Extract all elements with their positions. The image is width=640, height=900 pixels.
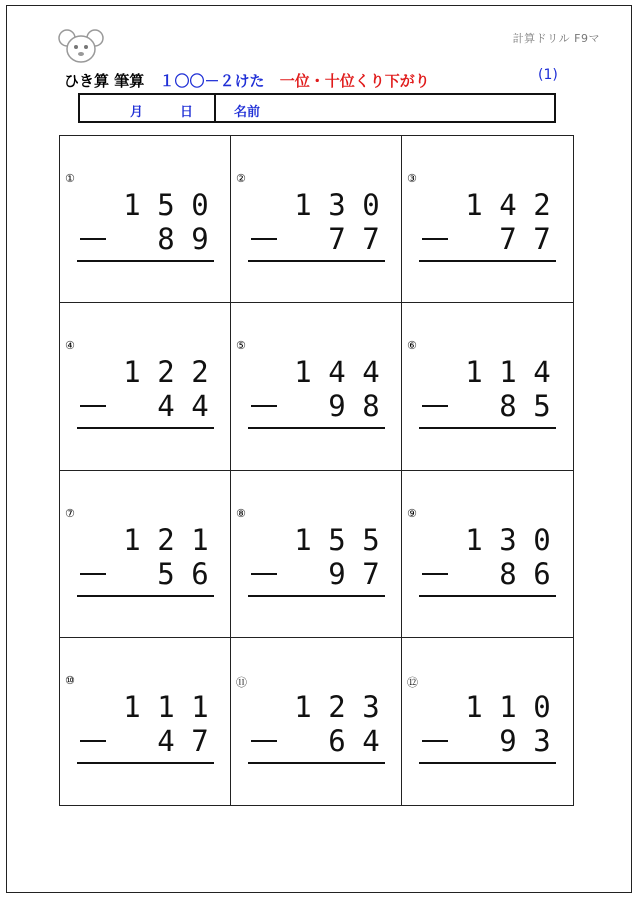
title-problem-type: １〇〇－２けた xyxy=(159,72,265,90)
problem-grid xyxy=(59,135,574,806)
problem-cell xyxy=(402,303,573,470)
minuend-digit: 2 xyxy=(191,355,209,390)
minuend-digit: 1 xyxy=(465,188,483,222)
subtrahend-digit: 4 xyxy=(362,723,380,758)
answer-line xyxy=(77,427,214,429)
minuend-digit: 2 xyxy=(533,188,551,222)
problem-number: ④ xyxy=(65,339,75,353)
minuend-digit: 1 xyxy=(191,689,209,724)
minuend-digit: 1 xyxy=(123,188,141,222)
problem-cell xyxy=(402,638,573,805)
subtrahend-digit: 8 xyxy=(362,389,380,424)
problem-number: ⑤ xyxy=(236,339,246,353)
problem-cell xyxy=(231,303,402,470)
minus-sign xyxy=(80,740,106,742)
day-label: 日 xyxy=(180,105,194,120)
minuend-digit: 0 xyxy=(191,188,209,222)
problem-cell xyxy=(231,136,402,303)
minuend-digit: 1 xyxy=(123,355,141,390)
problem-cell xyxy=(60,638,231,805)
problem-number: ⑦ xyxy=(65,506,75,520)
answer-line xyxy=(419,595,556,597)
worksheet-title xyxy=(64,70,584,92)
subtrahend-digit: 3 xyxy=(533,723,551,758)
minus-sign xyxy=(422,573,448,575)
subtrahend-digit: 4 xyxy=(157,723,175,758)
subtrahend-digit: 7 xyxy=(191,723,209,758)
subtrahend-digit: 7 xyxy=(362,556,380,591)
answer-line xyxy=(248,427,385,429)
minuend-digit: 0 xyxy=(533,689,551,724)
minus-sign xyxy=(80,573,106,575)
minus-sign xyxy=(80,238,106,240)
minuend-digit: 3 xyxy=(362,689,380,724)
minuend-digit: 1 xyxy=(157,689,175,724)
minuend-digit: 5 xyxy=(328,522,346,557)
subtrahend-digit: 7 xyxy=(328,222,346,256)
minuend-digit: 1 xyxy=(465,522,483,557)
problem-number: ③ xyxy=(407,172,417,185)
subtrahend-digit: 4 xyxy=(157,389,175,424)
minus-sign xyxy=(422,238,448,240)
minuend-digit: 1 xyxy=(499,689,517,724)
subtrahend-digit: 8 xyxy=(499,556,517,591)
subtrahend-digit: 8 xyxy=(499,389,517,424)
problem-cell xyxy=(60,471,231,638)
minuend-digit: 3 xyxy=(499,522,517,557)
subtrahend-digit: 9 xyxy=(328,556,346,591)
minuend-digit: 1 xyxy=(465,355,483,390)
minuend-digit: 4 xyxy=(499,188,517,222)
minuend-digit: 1 xyxy=(294,355,312,390)
minuend-digit: 2 xyxy=(328,689,346,724)
minuend-digit: 0 xyxy=(533,522,551,557)
minuend-digit: 0 xyxy=(362,188,380,222)
minuend-digit: 1 xyxy=(294,188,312,222)
minuend-digit: 5 xyxy=(157,188,175,222)
problem-cell xyxy=(60,136,231,303)
minuend-digit: 4 xyxy=(328,355,346,390)
minus-sign xyxy=(251,238,277,240)
minuend-digit: 2 xyxy=(157,355,175,390)
answer-line xyxy=(77,260,214,262)
subtrahend-digit: 6 xyxy=(191,556,209,591)
date-name-box xyxy=(78,93,556,123)
subtrahend-digit: 5 xyxy=(533,389,551,424)
mouse-logo-icon xyxy=(58,27,104,65)
problem-number: ② xyxy=(236,172,246,185)
answer-line xyxy=(248,595,385,597)
subtrahend-digit: 6 xyxy=(328,723,346,758)
answer-line xyxy=(77,762,214,764)
problem-number: ⑩ xyxy=(65,673,75,687)
problem-number: ⑪ xyxy=(236,675,247,689)
set-number: (1) xyxy=(538,67,558,83)
minuend-digit: 2 xyxy=(157,522,175,557)
problem-number: ① xyxy=(65,172,75,185)
minus-sign xyxy=(251,573,277,575)
problem-cell xyxy=(402,136,573,303)
subtrahend-digit: 6 xyxy=(533,556,551,591)
minuend-digit: 1 xyxy=(499,355,517,390)
problem-cell xyxy=(60,303,231,470)
problem-number: ⑨ xyxy=(407,506,417,520)
subtrahend-digit: 7 xyxy=(499,222,517,256)
answer-line xyxy=(419,260,556,262)
problem-number: ⑧ xyxy=(236,506,246,520)
problem-cell xyxy=(402,471,573,638)
minuend-digit: 1 xyxy=(123,522,141,557)
title-borrow-type: 一位・十位くり下がり xyxy=(279,72,430,90)
subtrahend-digit: 9 xyxy=(191,222,209,256)
minus-sign xyxy=(422,740,448,742)
problem-cell xyxy=(231,471,402,638)
minuend-digit: 4 xyxy=(533,355,551,390)
minus-sign xyxy=(251,405,277,407)
name-divider xyxy=(214,95,216,121)
minuend-digit: 1 xyxy=(191,522,209,557)
minus-sign xyxy=(422,405,448,407)
problem-number: ⑫ xyxy=(407,675,418,689)
problem-cell xyxy=(231,638,402,805)
answer-line xyxy=(248,762,385,764)
site-label: 計算ドリル F9マ xyxy=(512,32,600,45)
subtrahend-digit: 5 xyxy=(157,556,175,591)
title-subtraction: ひき算 筆算 xyxy=(64,72,145,90)
month-label: 月 xyxy=(130,105,144,120)
minuend-digit: 1 xyxy=(465,689,483,724)
answer-line xyxy=(419,762,556,764)
subtrahend-digit: 7 xyxy=(533,222,551,256)
name-label: 名前 xyxy=(234,105,261,120)
minuend-digit: 1 xyxy=(294,689,312,724)
minuend-digit: 1 xyxy=(123,689,141,724)
minuend-digit: 3 xyxy=(328,188,346,222)
subtrahend-digit: 8 xyxy=(157,222,175,256)
minuend-digit: 5 xyxy=(362,522,380,557)
subtrahend-digit: 4 xyxy=(191,389,209,424)
problem-number: ⑥ xyxy=(407,339,417,353)
answer-line xyxy=(77,595,214,597)
minuend-digit: 4 xyxy=(362,355,380,390)
minuend-digit: 1 xyxy=(294,522,312,557)
subtrahend-digit: 7 xyxy=(362,222,380,256)
answer-line xyxy=(419,427,556,429)
minus-sign xyxy=(80,405,106,407)
minus-sign xyxy=(251,740,277,742)
subtrahend-digit: 9 xyxy=(499,723,517,758)
subtrahend-digit: 9 xyxy=(328,389,346,424)
answer-line xyxy=(248,260,385,262)
